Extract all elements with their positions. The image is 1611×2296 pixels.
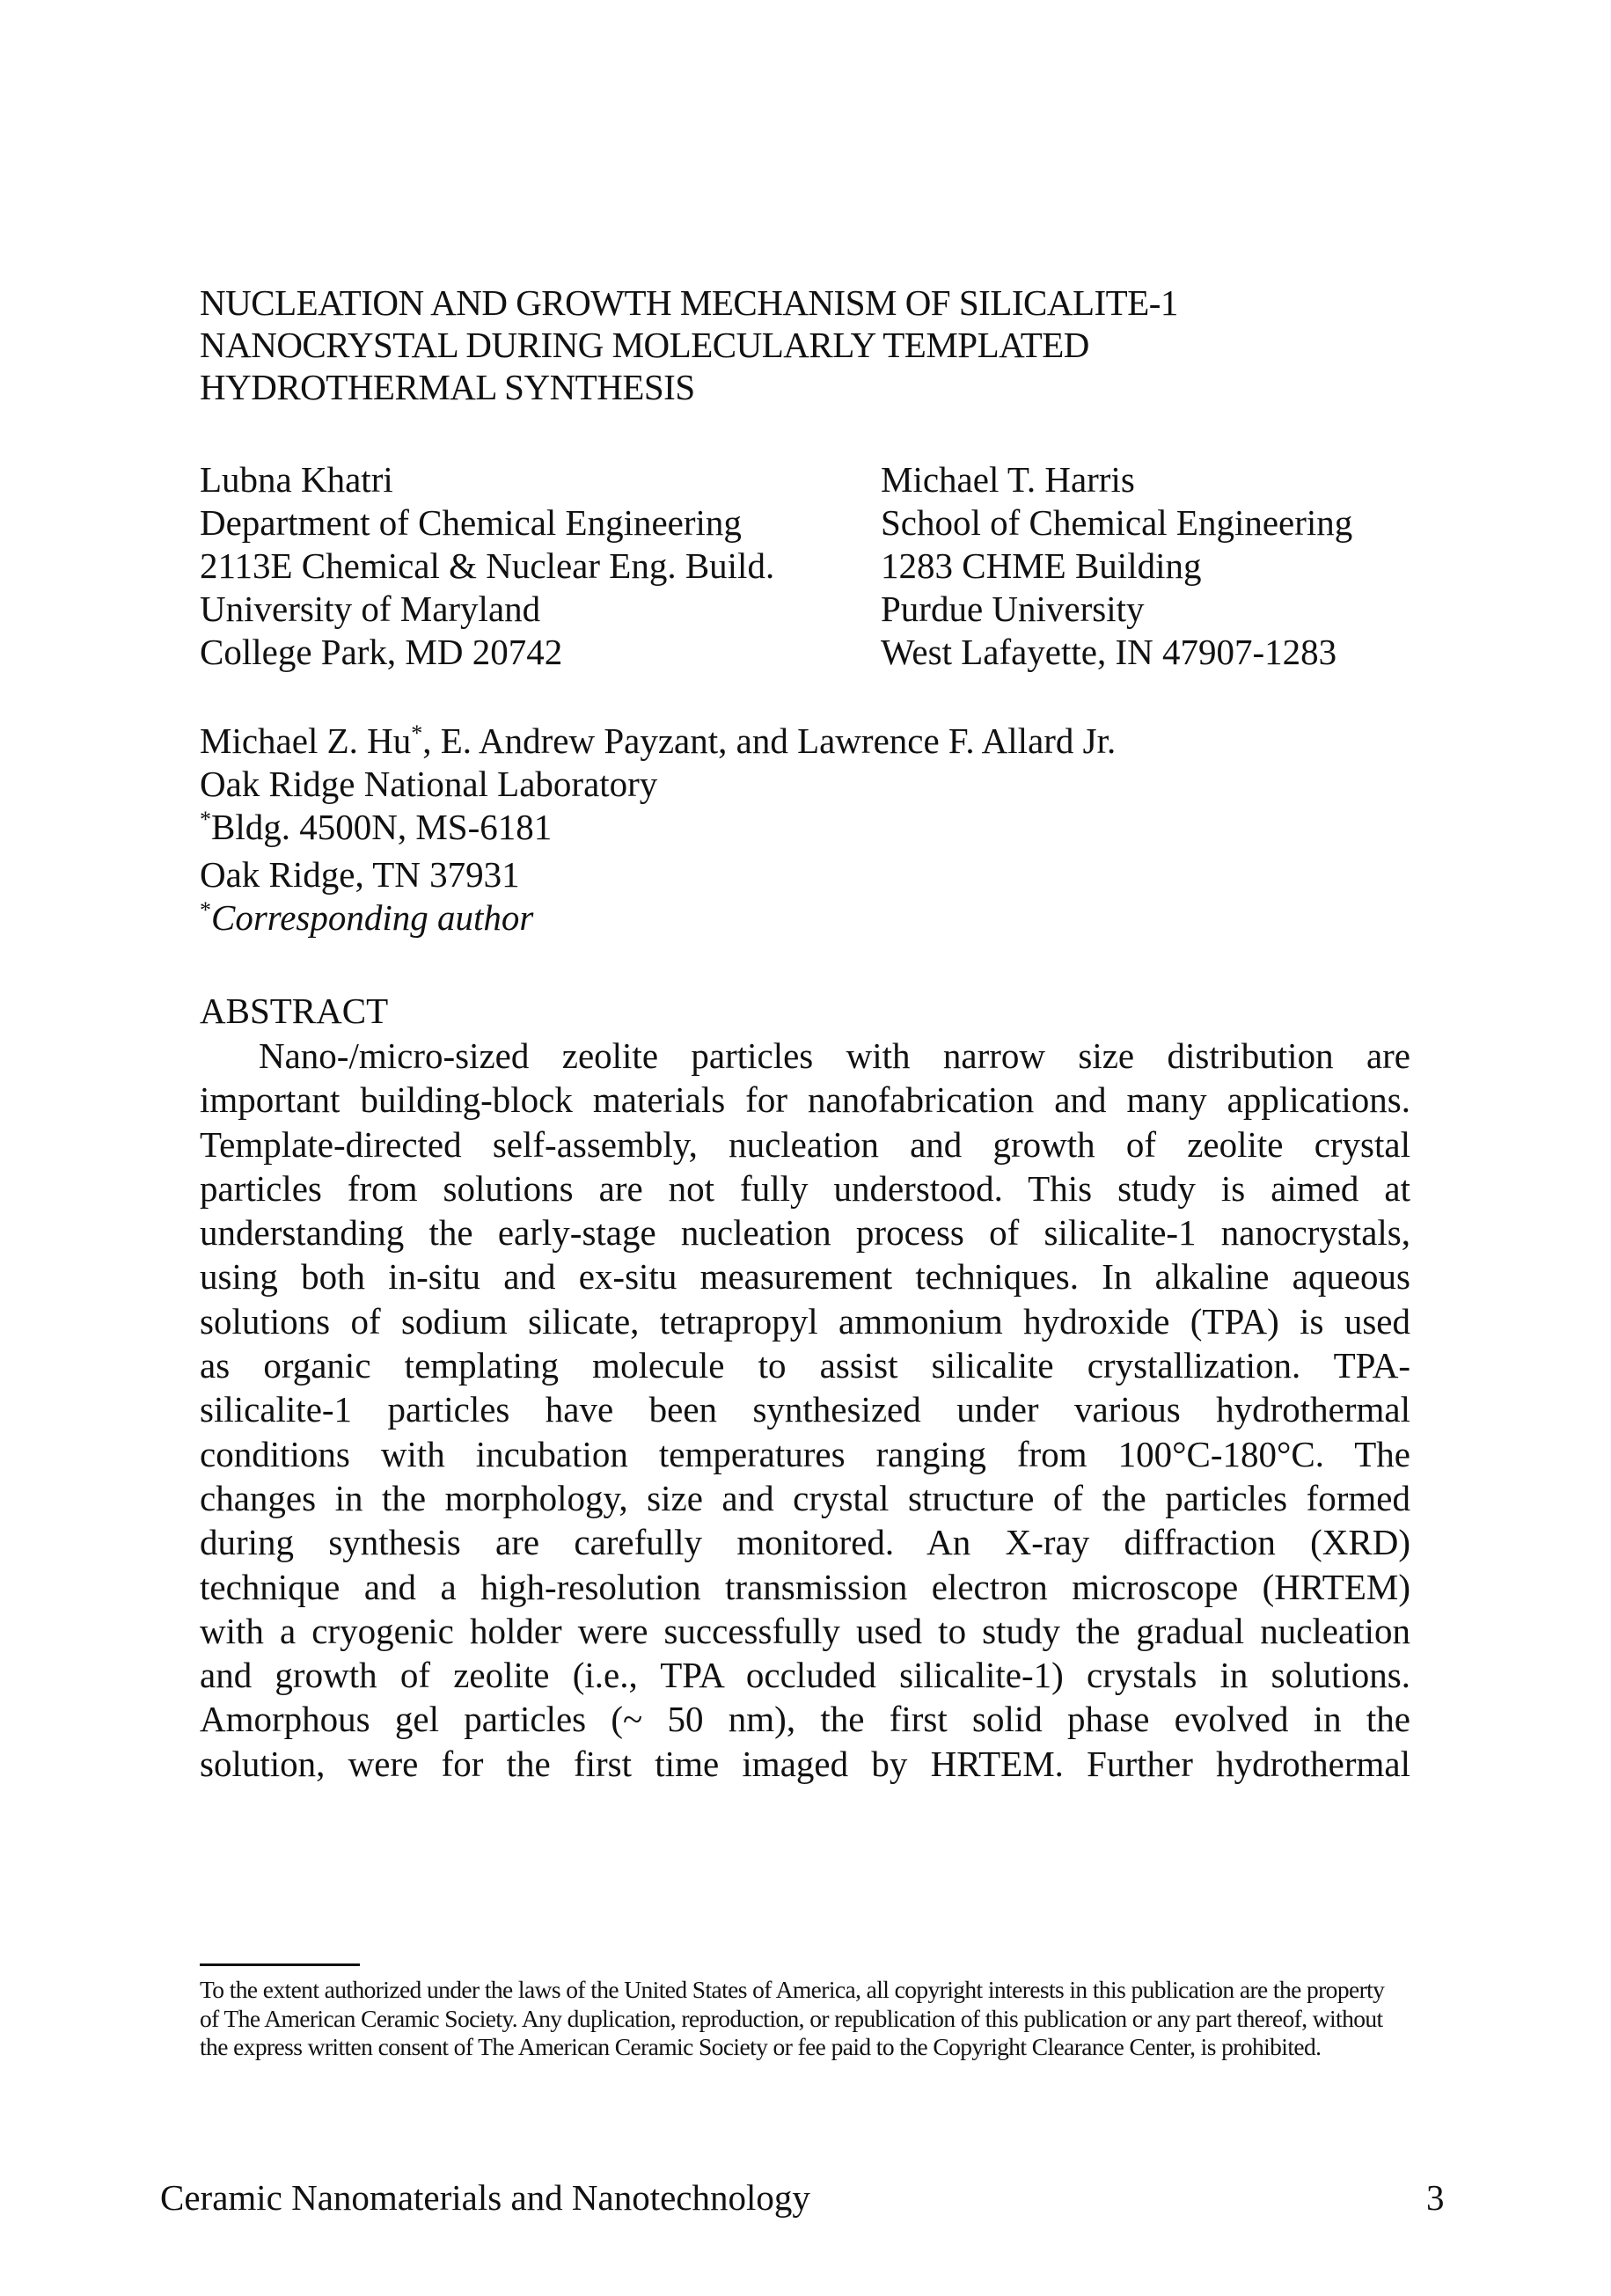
abstract-line: as organic templating molecule to assist silicalite crystallization. TPA- — [200, 1345, 1410, 1386]
abstract-line: and growth of zeolite (i.e., TPA occluded silicalite-1) crystals in solutions. — [200, 1655, 1410, 1696]
author-building-line — [200, 806, 1116, 853]
copyright-footnote — [200, 1976, 1449, 2062]
author-name: Michael T. Harris — [881, 459, 1135, 500]
paper-title — [200, 282, 1432, 408]
author-name-hu: Michael Z. Hu — [200, 720, 412, 761]
abstract-line: particles from solutions are not fully understood. This study is aimed at — [200, 1167, 1410, 1209]
abstract-line: Template-directed self-assembly, nucleation and growth of zeolite crystal — [200, 1123, 1410, 1165]
title-line: NANOCRYSTAL DURING MOLECULARLY TEMPLATED — [200, 325, 1089, 365]
corresponding-note-star: * — [200, 897, 211, 923]
author-names — [200, 720, 1116, 763]
abstract-line: with a cryogenic holder were successfully used to study the gradual nucleation — [200, 1610, 1410, 1651]
author-city: Oak Ridge, TN 37931 — [200, 854, 520, 895]
corresponding-star: * — [411, 720, 423, 746]
author-harris-affiliation — [881, 458, 1352, 674]
author-city: West Lafayette, IN 47907-1283 — [881, 632, 1337, 672]
abstract-line: changes in the morphology, size and crystal structure of the particles formed — [200, 1477, 1410, 1518]
abstract-line: conditions with incubation temperatures ranging from 100°C-180°C. The — [200, 1433, 1410, 1474]
author-city: College Park, MD 20742 — [200, 632, 563, 672]
abstract-line: using both in-situ and ex-situ measurement techniques. In alkaline aqueous — [200, 1256, 1410, 1298]
corresponding-author-note: Corresponding author — [211, 897, 534, 938]
book-title-footer: Ceramic Nanomaterials and Nanotechnology — [160, 2177, 810, 2218]
corresponding-line — [200, 896, 1116, 944]
author-ornl-affiliation — [200, 720, 1116, 944]
author-name: Lubna Khatri — [200, 459, 393, 500]
abstract-line: understanding the early-stage nucleation process of silicalite-1 nanocrystals, — [200, 1212, 1410, 1254]
author-khatri-affiliation — [200, 458, 774, 674]
title-line: HYDROTHERMAL SYNTHESIS — [200, 367, 695, 407]
author-department: Department of Chemical Engineering — [200, 502, 742, 543]
author-institution: Purdue University — [881, 589, 1145, 629]
title-line: NUCLEATION AND GROWTH MECHANISM OF SILICALITE-1 — [200, 282, 1178, 323]
author-building: 1283 CHME Building — [881, 545, 1202, 586]
author-names-rest: , E. Andrew Payzant, and Lawrence F. Allard Jr. — [422, 720, 1117, 761]
abstract-line: solutions of sodium silicate, tetrapropyl ammonium hydroxide (TPA) is used — [200, 1300, 1410, 1342]
building-star: * — [200, 807, 211, 832]
page-number: 3 — [1426, 2177, 1445, 2218]
abstract-line: technique and a high-resolution transmission electron microscope (HRTEM) — [200, 1566, 1410, 1607]
author-building: 2113E Chemical & Nuclear Eng. Build. — [200, 545, 775, 586]
abstract-body — [200, 1034, 1410, 1786]
abstract-line: solution, were for the first time imaged by HRTEM. Further hydrothermal — [200, 1743, 1410, 1784]
abstract-line: silicalite-1 particles have been synthesized under various hydrothermal — [200, 1389, 1410, 1430]
abstract-line: important building-block materials for nanofabrication and many applications. — [200, 1079, 1410, 1121]
abstract-line: Amorphous gel particles (~ 50 nm), the first solid phase evolved in the — [200, 1699, 1410, 1740]
footnote-line: of The American Ceramic Society. Any duplication, reproduction, or republication of this publication or any part thereof, without — [200, 2004, 1383, 2032]
footnote-line: the express written consent of The American Ceramic Society or fee paid to the Copyright Clearance Center, is prohibited. — [200, 2033, 1322, 2060]
footnote-divider — [200, 1963, 360, 1966]
footnote-line: To the extent authorized under the laws of the United States of America, all copyright interests in this publication are the property — [200, 1976, 1385, 2003]
abstract-line: during synthesis are carefully monitored. An X-ray diffraction (XRD) — [200, 1522, 1410, 1563]
author-building: Bldg. 4500N, MS-6181 — [211, 807, 553, 847]
abstract-heading: ABSTRACT — [200, 991, 389, 1031]
author-department: School of Chemical Engineering — [881, 502, 1353, 543]
author-institution: University of Maryland — [200, 589, 541, 629]
author-institution: Oak Ridge National Laboratory — [200, 764, 658, 804]
abstract-line: Nano-/micro-sized zeolite particles with narrow size distribution are — [259, 1035, 1410, 1076]
